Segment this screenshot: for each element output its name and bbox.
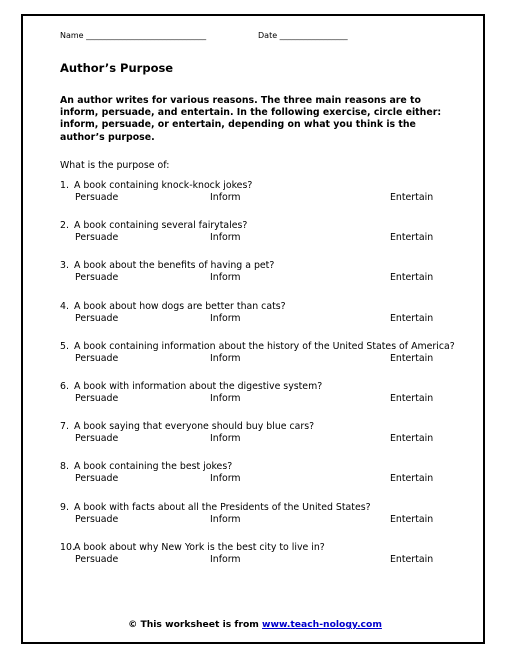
date-field-label: Date _________________ — [258, 31, 348, 40]
choice-persuade: Persuade — [75, 513, 119, 525]
question-item — [60, 381, 460, 421]
choice-entertain: Entertain — [390, 392, 434, 404]
answer-choices — [60, 232, 460, 244]
question-text: A book about why New York is the best city to live in? — [74, 541, 325, 553]
answer-choices — [60, 192, 460, 204]
answer-choices — [60, 272, 460, 284]
question-number: 8. — [60, 461, 69, 473]
question-list — [60, 180, 460, 582]
question-item — [60, 260, 460, 300]
answer-choices — [60, 313, 460, 325]
choice-persuade: Persuade — [75, 312, 119, 324]
question-number: 7. — [60, 421, 69, 433]
question-text: A book containing information about the history of the United States of America? — [74, 340, 455, 352]
choice-inform: Inform — [210, 192, 241, 203]
choice-persuade: Persuade — [75, 473, 119, 485]
choice-persuade: Persuade — [75, 392, 119, 404]
choice-entertain: Entertain — [390, 513, 434, 525]
question-text: A book about the benefits of having a pet? — [74, 260, 275, 272]
choice-inform: Inform — [210, 352, 241, 364]
question-item — [60, 542, 460, 582]
question-text: A book about how dogs are better than cats? — [74, 300, 286, 312]
question-text: A book saying that everyone should buy blue cars? — [74, 421, 315, 433]
answer-choices — [60, 393, 460, 405]
question-item — [60, 421, 460, 461]
name-field-label: Name ______________________________ — [60, 31, 207, 40]
footer-credit — [0, 619, 510, 630]
choice-inform: Inform — [210, 553, 241, 565]
choice-persuade: Persuade — [75, 192, 119, 203]
choice-entertain: Entertain — [390, 232, 434, 244]
question-number: 10. — [60, 541, 75, 553]
question-text: A book with facts about all the Presidents of the United States? — [74, 501, 371, 513]
question-text: A book containing several fairytales? — [74, 220, 248, 232]
choice-inform: Inform — [210, 392, 241, 404]
question-item — [60, 180, 460, 220]
question-number: 4. — [60, 300, 69, 312]
choice-inform: Inform — [210, 312, 241, 324]
choice-inform: Inform — [210, 232, 241, 244]
footer-text: © This worksheet is from — [128, 619, 263, 630]
choice-entertain: Entertain — [390, 192, 434, 203]
question-prompt: What is the purpose of: — [60, 160, 170, 171]
choice-persuade: Persuade — [75, 232, 119, 244]
answer-choices — [60, 353, 460, 365]
question-text: A book containing knock-knock jokes? — [74, 180, 253, 191]
worksheet-title: Author’s Purpose — [60, 61, 174, 75]
header-row — [60, 31, 348, 40]
teach-nology-link[interactable]: www.teach-nology.com — [262, 619, 382, 630]
instructions-paragraph: An author writes for various reasons. The three main reasons are to inform, persuade, and entertain. In the following exercise, circle either: inform, persuade, or entertain, depending on what you think is the author’s purpose. — [60, 95, 442, 143]
choice-persuade: Persuade — [75, 352, 119, 364]
answer-choices — [60, 433, 460, 445]
question-number: 5. — [60, 340, 69, 352]
choice-inform: Inform — [210, 513, 241, 525]
answer-choices — [60, 554, 460, 566]
answer-choices — [60, 514, 460, 526]
question-item — [60, 502, 460, 542]
question-item — [60, 301, 460, 341]
choice-entertain: Entertain — [390, 473, 434, 485]
question-text: A book with information about the digestive system? — [74, 380, 323, 392]
choice-persuade: Persuade — [75, 272, 119, 284]
question-item — [60, 461, 460, 501]
question-text: A book containing the best jokes? — [74, 461, 233, 473]
choice-persuade: Persuade — [75, 433, 119, 445]
answer-choices — [60, 473, 460, 485]
question-item — [60, 220, 460, 260]
choice-inform: Inform — [210, 272, 241, 284]
choice-entertain: Entertain — [390, 352, 434, 364]
choice-entertain: Entertain — [390, 433, 434, 445]
choice-entertain: Entertain — [390, 312, 434, 324]
choice-persuade: Persuade — [75, 553, 119, 565]
question-number: 6. — [60, 380, 69, 392]
choice-inform: Inform — [210, 473, 241, 485]
choice-entertain: Entertain — [390, 272, 434, 284]
question-number: 9. — [60, 501, 69, 513]
choice-entertain: Entertain — [390, 553, 434, 565]
question-number: 2. — [60, 220, 69, 232]
choice-inform: Inform — [210, 433, 241, 445]
question-item — [60, 341, 460, 381]
question-number: 3. — [60, 260, 69, 272]
question-number: 1. — [60, 180, 69, 191]
